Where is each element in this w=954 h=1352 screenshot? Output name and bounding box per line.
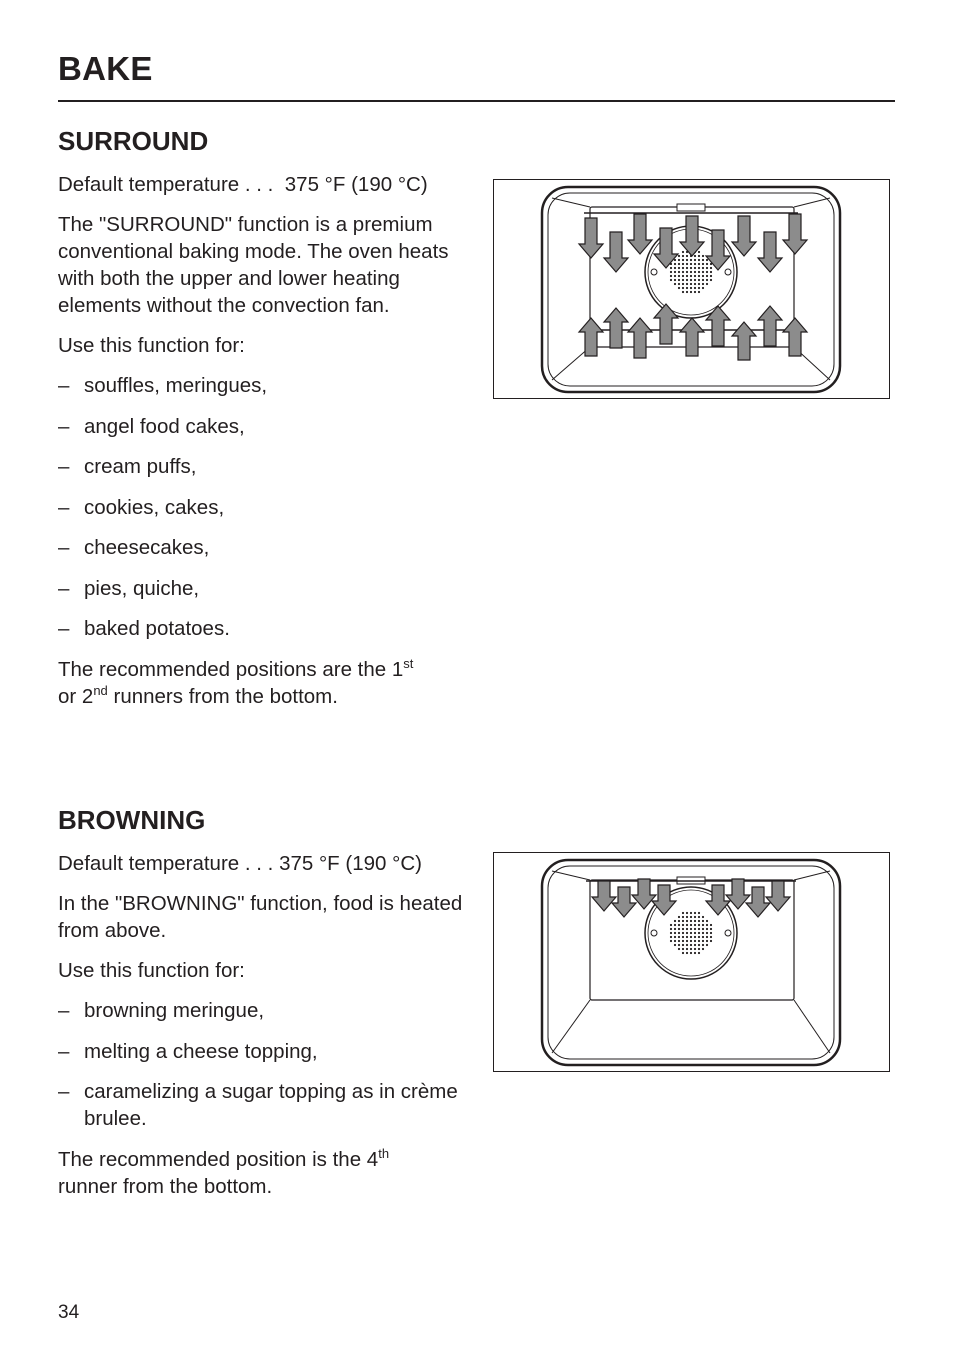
list-item: – souffles, meringues, (58, 374, 268, 397)
section-browning (58, 804, 478, 1213)
section-surround (58, 125, 478, 723)
heat-arrow-icon (628, 214, 652, 254)
list-item: – cheesecakes, (58, 536, 210, 559)
oven-browning-figure (493, 852, 890, 1072)
heat-arrow-icon (766, 881, 790, 911)
heat-arrow-icon (758, 232, 782, 272)
heat-arrow-icon (628, 318, 652, 358)
heat-arrow-icon (726, 879, 750, 909)
title-rule (58, 100, 895, 102)
oven-browning-icon (494, 853, 888, 1070)
heat-arrow-icon (783, 214, 807, 254)
heat-arrow-icon (604, 232, 628, 272)
heat-arrow-icon (612, 887, 636, 917)
surround-default-temp (58, 171, 478, 198)
temp-dots: . . . (244, 852, 274, 875)
page-number: 34 (58, 1302, 80, 1323)
heat-arrow-icon (579, 318, 603, 356)
surround-recommendation: The recommended positions are the 1st or 2nd runners from the bottom. (58, 655, 414, 708)
list-item: – caramelizing a sugar topping as in crème brulee. (58, 1080, 458, 1130)
browning-default-temp (58, 850, 478, 877)
heat-arrow-icon (592, 881, 616, 911)
heat-arrow-icon (783, 318, 807, 356)
heat-arrow-icon (732, 216, 756, 256)
heat-arrow-icon (632, 879, 656, 909)
browning-description: In the "BROWNING" function, food is heated from above. (58, 892, 463, 942)
surround-heading: SURROUND (58, 126, 209, 156)
list-item: – cream puffs, (58, 455, 197, 478)
heat-arrow-icon (732, 322, 756, 360)
page-title: BAKE (58, 50, 153, 87)
browning-use-for: Use this function for: (58, 959, 245, 982)
surround-list (58, 372, 478, 642)
oven-surround-figure (493, 179, 890, 399)
heat-arrow-icon (680, 318, 704, 356)
list-item: – cookies, cakes, (58, 495, 225, 519)
list-item: – baked potatoes. (58, 617, 230, 640)
oven-surround-icon (494, 180, 888, 397)
browning-list (58, 997, 478, 1132)
heat-arrow-icon (746, 887, 770, 917)
temp-value: 375 °F (190 °C) (279, 852, 422, 875)
surround-use-for: Use this function for: (58, 334, 245, 357)
temp-value: 375 °F (190 °C) (284, 173, 428, 196)
list-item: – melting a cheese topping, (58, 1039, 318, 1063)
surround-description: The "SURROUND" function is a premium conventional baking mode. The oven heats with both the upper and lower heating elements without the convection fan. (58, 213, 449, 317)
temp-dots: . . . (244, 173, 274, 196)
list-item: – browning meringue, (58, 999, 265, 1022)
browning-heading: BROWNING (58, 805, 206, 835)
list-item: – pies, quiche, (58, 576, 200, 600)
heat-arrow-icon (604, 308, 628, 348)
browning-recommendation: The recommended position is the 4th runner from the bottom. (58, 1145, 390, 1198)
heat-arrow-icon (758, 306, 782, 346)
temp-label: Default temperature (58, 173, 240, 196)
heat-arrow-icon (579, 218, 603, 258)
temp-label: Default temperature (58, 852, 240, 875)
list-item: – angel food cakes, (58, 414, 245, 438)
